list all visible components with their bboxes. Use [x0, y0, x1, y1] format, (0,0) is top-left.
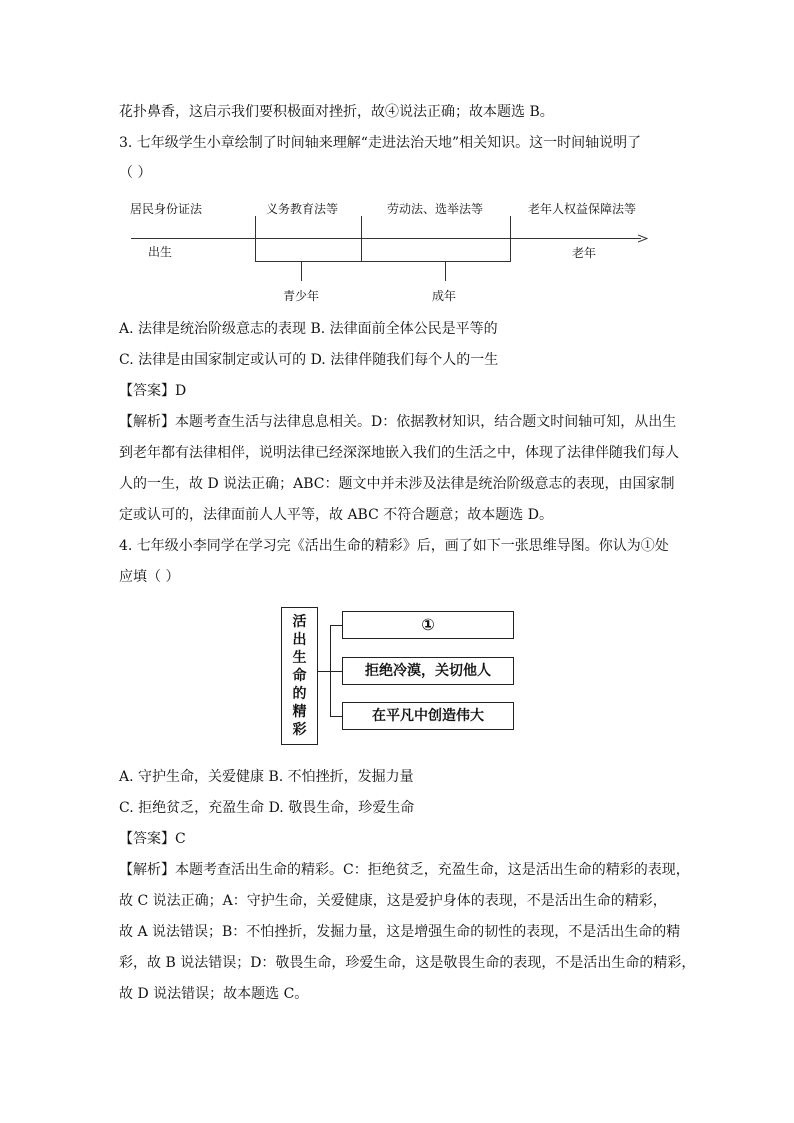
timeline-label-old-age: 老年: [572, 246, 597, 260]
timeline-label-youth: 青少年: [283, 289, 320, 303]
mind-map-center-char: 精: [292, 704, 307, 720]
mind-map-center: [281, 607, 318, 745]
timeline-label-birth: 出生: [148, 245, 173, 259]
timeline-label-id-card-law: 居民身份证法: [130, 202, 203, 216]
question-4-answer: 【答案】C: [119, 831, 186, 847]
question-4-options-cd: C. 拒绝贫乏，充盈生命 D. 敬畏生命，珍爱生命: [119, 800, 415, 816]
timeline-bracket-stem-youth: [301, 261, 302, 281]
mind-map-branch: 在平凡中创造伟大: [342, 702, 514, 730]
timeline-bracket-stem-adult: [445, 261, 446, 281]
timeline-bracket-bottom: [255, 261, 511, 262]
question-3-options-ab: A. 法律是统治阶级意志的表现 B. 法律面前全体公民是平等的: [119, 321, 498, 337]
mind-map-connector: [330, 625, 342, 626]
timeline-divider: [255, 216, 256, 262]
mind-map-center-char: 的: [292, 686, 307, 702]
question-3-explanation: 到老年都有法律相伴，说明法律已经深深地嵌入我们的生活之中，体现了法律伴随我们每人: [119, 445, 679, 461]
timeline-label-education-law: 义务教育法等: [266, 202, 339, 216]
timeline-divider: [361, 216, 362, 262]
timeline-arrow-icon: [638, 234, 648, 243]
question-4-bracket: 应填（ ）: [119, 569, 180, 585]
question-4-explanation: 故 D 说法错误；故本题选 C。: [119, 986, 309, 1002]
timeline-label-elderly-law: 老年人权益保障法等: [528, 202, 637, 216]
question-4-explanation: 故 A 说法错误；B：不怕挫折，发掘力量，这是增强生命的韧性的表现，不是活出生命的精: [119, 924, 681, 940]
timeline-label-labor-law: 劳动法、选举法等: [387, 202, 484, 216]
question-4-stem: 4. 七年级小李同学在学习完《活出生命的精彩》后，画了如下一张思维导图。你认为①处: [119, 538, 669, 554]
question-3-stem: 3. 七年级学生小章绘制了时间轴来理解“走进法治天地”相关知识。这一时间轴说明了: [119, 135, 642, 151]
question-3-explanation: 人的一生，故 D 说法正确；ABC：题文中并未涉及法律是统治阶级意志的表现，由国家制: [119, 476, 675, 492]
timeline-axis: [131, 238, 641, 239]
mind-map-center-char: 生: [292, 650, 307, 666]
question-3-explanation: 【解析】本题考查生活与法律息息相关。D：依据教材知识，结合题文时间轴可知，从出生: [119, 414, 677, 430]
question-4-options-ab: A. 守护生命，关爱健康 B. 不怕挫折，发掘力量: [119, 769, 414, 785]
mind-map-center-char: 命: [292, 668, 307, 684]
question-3-bracket: （ ）: [119, 165, 152, 181]
text-line: 花扑鼻香，这启示我们要积极面对挫折，故④说法正确；故本题选 B。: [119, 104, 554, 120]
question-4-explanation: 彩，故 B 说法错误；D：敬畏生命，珍爱生命，这是敬畏生命的表现，不是活出生命的精彩，: [119, 955, 696, 971]
question-3-options-cd: C. 法律是由国家制定或认可的 D. 法律伴随我们每个人的一生: [119, 352, 499, 368]
mind-map-branch: 拒绝冷漠，关切他人: [342, 657, 514, 685]
question-4-explanation: 故 C 说法正确；A：守护生命，关爱健康，这是爱护身体的表现，不是活出生命的精彩，: [119, 893, 667, 909]
mind-map-center-char: 出: [292, 632, 307, 648]
mind-map-connector: [330, 716, 342, 717]
mind-map-connector: [330, 671, 342, 672]
question-3-explanation: 定或认可的，法律面前人人平等，故 ABC 不符合题意；故本题选 D。: [119, 507, 553, 523]
mind-map-branch-blank: ①: [342, 611, 514, 639]
mind-map-center-char: 活: [292, 614, 307, 630]
question-4-explanation: 【解析】本题考查活出生命的精彩。C：拒绝贫乏，充盈生命，这是活出生命的精彩的表现，: [119, 862, 690, 878]
mind-map-center-char: 彩: [292, 722, 307, 738]
mind-map-connector: [318, 671, 330, 672]
timeline-divider: [510, 216, 511, 262]
timeline-label-adult: 成年: [432, 289, 457, 303]
question-3-answer: 【答案】D: [119, 383, 187, 399]
